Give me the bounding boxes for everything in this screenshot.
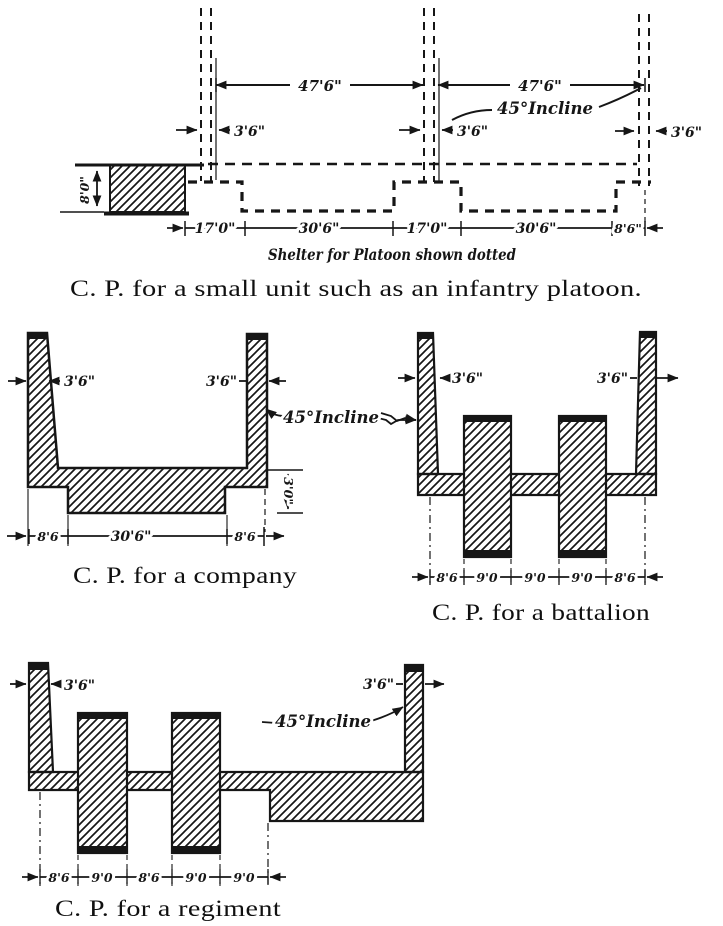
company-diagram xyxy=(7,333,416,588)
bottom-dim-label: 9'0 xyxy=(233,870,255,885)
platoon-caption: C. P. for a small unit such as an infantry platoon. xyxy=(70,276,642,301)
wall-cap xyxy=(28,333,47,339)
entrance-dim-label: 3'6" xyxy=(457,124,489,140)
incline-leader-right xyxy=(371,707,403,721)
battalion-inner-column xyxy=(464,416,511,557)
platoon-diagram xyxy=(60,8,702,301)
entrance-dim-label: 3'6" xyxy=(64,374,96,390)
company-section-walls xyxy=(28,333,267,513)
incline-leader-dash xyxy=(262,722,276,723)
battalion-right-wall xyxy=(636,332,656,474)
bottom-dim-label: 8'6 xyxy=(37,529,59,544)
bottom-dim-label: 9'0 xyxy=(476,570,498,585)
bottom-dim-label: 8'6 xyxy=(614,570,636,585)
shelter-floor-dotted xyxy=(188,182,651,211)
entrance-dim-label: 3'6" xyxy=(596,371,628,387)
battalion-left-wall xyxy=(418,333,438,474)
incline-label: 45°Incline xyxy=(282,408,380,427)
hatched-parapet-block xyxy=(110,165,185,212)
entrance-dim-label: 3'6" xyxy=(64,678,96,694)
entrance-dim-label: 3'6" xyxy=(234,124,266,140)
bottom-dim-label: 8'6 xyxy=(138,870,160,885)
span-dimension-left xyxy=(216,77,423,95)
entrance-dim-label: 3'6" xyxy=(362,677,394,693)
regiment-left-wall xyxy=(29,663,53,772)
wall-cap xyxy=(29,663,48,670)
wall-cap xyxy=(640,332,656,338)
entrance-dim-label: 3'6" xyxy=(205,374,237,390)
depth-dim-label: 8'0" xyxy=(77,176,92,204)
bottom-dim-label: 8'6 xyxy=(48,870,70,885)
regiment-inner-column xyxy=(172,713,220,853)
regiment-bottom-dims xyxy=(22,792,286,886)
bottom-dim-label: 8'6 xyxy=(436,570,458,585)
incline-leader-left xyxy=(266,409,284,416)
wall-cap xyxy=(418,333,433,339)
wall-cap xyxy=(247,334,267,340)
bottom-dim-label: 17'0" xyxy=(194,221,236,237)
battalion-floor-slab xyxy=(418,474,656,495)
regiment-caption: C. P. for a regiment xyxy=(55,896,282,921)
bottom-dim-label: 30'6" xyxy=(298,221,340,237)
regiment-diagram xyxy=(10,663,444,921)
depth-dim-label: 3'0" xyxy=(281,477,296,505)
entrance-dim-label: 3'6" xyxy=(671,125,703,141)
bottom-dim-label: 9'0 xyxy=(91,870,113,885)
incline-label: 45°Incline xyxy=(274,712,372,731)
incline-leader-left xyxy=(452,110,492,120)
shelter-note: Shelter for Platoon shown dotted xyxy=(268,245,517,264)
platoon-bottom-dims xyxy=(167,221,663,237)
battalion-inner-column xyxy=(559,416,606,557)
bottom-dim-label: 17'0" xyxy=(406,221,448,237)
span-dim-label: 47'6" xyxy=(298,77,342,95)
bottom-dim-label: 8'6" xyxy=(614,221,642,236)
bottom-dim-label: 9'0 xyxy=(571,570,593,585)
battalion-caption: C. P. for a battalion xyxy=(432,600,651,625)
bottom-dim-label: 30'6" xyxy=(110,529,152,545)
incline-label: 45°Incline xyxy=(496,99,594,118)
battalion-bottom-dims xyxy=(412,497,663,586)
entrance-dim-label: 3'6" xyxy=(452,371,484,387)
incline-leader-right xyxy=(599,88,641,107)
entrance-shaft-lines xyxy=(201,8,649,186)
battalion-diagram xyxy=(381,332,678,625)
bottom-dim-label: 9'0 xyxy=(185,870,207,885)
span-dimension-right xyxy=(438,77,645,95)
regiment-inner-column xyxy=(78,713,127,853)
company-caption: C. P. for a company xyxy=(73,563,298,588)
bottom-dim-label: 30'6" xyxy=(515,221,557,237)
wall-cap xyxy=(405,665,423,672)
bottom-dim-label: 8'6 xyxy=(234,529,256,544)
regiment-right-wall xyxy=(405,665,423,772)
bottom-dim-label: 9'0 xyxy=(524,570,546,585)
depth-dimension xyxy=(77,171,97,206)
span-dim-label: 47'6" xyxy=(518,77,562,95)
